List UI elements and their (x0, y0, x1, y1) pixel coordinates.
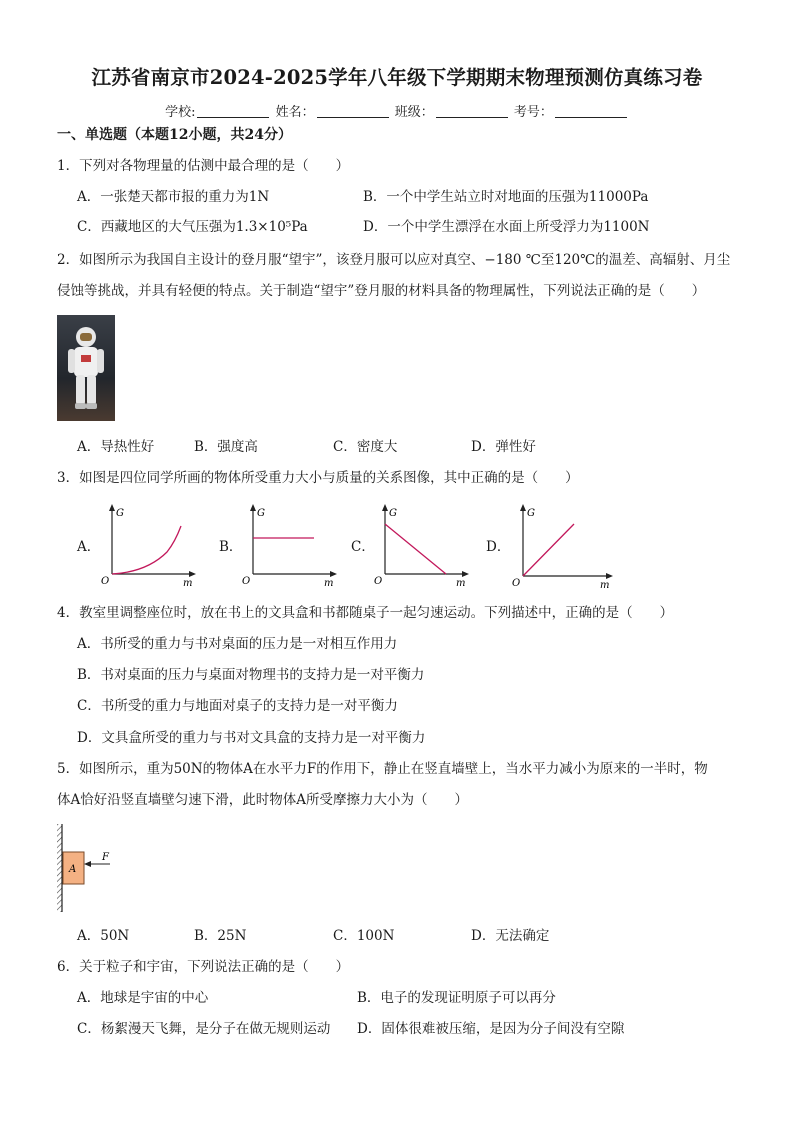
exam-no-blank[interactable] (555, 105, 627, 118)
q2-stem-line1: 2．如图所示为我国自主设计的登月服“望宇”，该登月服可以应对真空、−180 ℃至120℃的温差、高辐射、月尘 (57, 252, 731, 268)
page-title: 江苏省南京市2024-2025学年八年级下学期期末物理预测仿真练习卷 (91, 66, 703, 89)
q5-option-c[interactable]: C．100N (333, 928, 395, 944)
q1-option-b[interactable]: B．一个中学生站立时对地面的压强为11000Pa (363, 189, 649, 205)
spacesuit-photo (57, 315, 115, 421)
q4-stem: 4．教室里调整座位时，放在书上的文具盒和书都随桌子一起匀速运动。下列描述中，正确的是（ ） (57, 605, 674, 621)
q3c-line (385, 524, 446, 574)
q5-option-b[interactable]: B．25N (194, 928, 247, 944)
q6-stem: 6．关于粒子和宇宙，下列说法正确的是（ ） (57, 959, 350, 975)
q5-stem-line2: 体A恰好沿竖直墙壁匀速下滑，此时物体A所受摩擦力大小为（ ） (57, 792, 468, 808)
q3-option-c[interactable]: C． (351, 539, 375, 555)
class-blank[interactable] (436, 105, 508, 118)
q5-wall-diagram (54, 822, 124, 914)
svg-text:O: O (101, 576, 110, 586)
q6-option-a[interactable]: A．地球是宇宙的中心 (77, 990, 209, 1006)
svg-text:m: m (600, 580, 610, 588)
q2-option-a[interactable]: A．导热性好 (77, 439, 155, 455)
q3-graph-a (97, 502, 197, 586)
q3-option-a[interactable]: A． (77, 539, 101, 555)
q1-stem: 1．下列对各物理量的估测中最合理的是（ ） (57, 158, 350, 174)
wall-hatching (57, 824, 62, 912)
q3-stem: 3．如图是四位同学所画的物体所受重力大小与质量的关系图像，其中正确的是（ ） (57, 470, 579, 486)
q3-graph-c (370, 502, 470, 586)
school-blank[interactable] (197, 105, 269, 118)
q4-option-a[interactable]: A．书所受的重力与书对桌面的压力是一对相互作用力 (77, 636, 398, 652)
svg-text:O: O (242, 576, 251, 586)
svg-text:O: O (374, 576, 383, 586)
q2-option-b[interactable]: B．强度高 (194, 439, 258, 455)
q3-graph-b (238, 502, 338, 586)
exam-no-label: 考号： (513, 105, 553, 120)
name-label: 姓名： (275, 105, 315, 120)
force-f-label: F (102, 852, 109, 863)
q3-option-d[interactable]: D． (486, 539, 511, 555)
q6-option-c[interactable]: C．杨絮漫天飞舞，是分子在做无规则运动 (77, 1021, 331, 1037)
svg-text:m: m (456, 578, 466, 586)
block-a-label: A (69, 864, 77, 875)
svg-text:G: G (527, 508, 535, 519)
svg-text:m: m (183, 578, 193, 586)
school-label: 学校: (165, 105, 196, 120)
q2-stem-line2: 侵蚀等挑战，并具有轻便的特点。关于制造“望宇”登月服的材料具备的物理属性，下列说法正确的是（ ） (57, 283, 706, 299)
q4-option-b[interactable]: B．书对桌面的压力与桌面对物理书的支持力是一对平衡力 (77, 667, 425, 683)
q5-option-d[interactable]: D．无法确定 (471, 928, 550, 944)
q3-option-b[interactable]: B． (219, 539, 243, 555)
class-label: 班级： (394, 105, 434, 120)
q2-option-d[interactable]: D．弹性好 (471, 439, 536, 455)
q5-stem-line1: 5．如图所示，重为50N的物体A在水平力F的作用下，静止在竖直墙壁上，当水平力减小为原来的一半时，物 (57, 761, 708, 777)
name-blank[interactable] (317, 105, 389, 118)
q6-option-d[interactable]: D．固体很难被压缩，是因为分子间没有空隙 (357, 1021, 625, 1037)
section-heading: 一、单选题（本题12小题，共24分） (57, 127, 292, 143)
q4-option-c[interactable]: C．书所受的重力与地面对桌子的支持力是一对平衡力 (77, 698, 398, 714)
q3a-curve (112, 526, 181, 574)
q1-option-c[interactable]: C．西藏地区的大气压强为1.3×10⁵Pa (77, 219, 308, 235)
q4-option-d[interactable]: D．文具盒所受的重力与书对文具盒的支持力是一对平衡力 (77, 730, 426, 746)
svg-text:G: G (389, 508, 397, 519)
q3d-line (523, 524, 574, 576)
spacesuit-figure (57, 315, 115, 421)
q6-option-b[interactable]: B．电子的发现证明原子可以再分 (357, 990, 556, 1006)
svg-text:G: G (257, 508, 265, 519)
svg-text:m: m (324, 578, 334, 586)
q3-graph-d (508, 502, 614, 588)
q1-option-a[interactable]: A．一张楚天都市报的重力为1N (77, 189, 270, 205)
q5-option-a[interactable]: A．50N (77, 928, 130, 944)
q2-option-c[interactable]: C．密度大 (333, 439, 398, 455)
svg-text:O: O (512, 578, 521, 588)
svg-text:G: G (116, 508, 124, 519)
student-info-line (0, 101, 794, 120)
q1-option-d[interactable]: D．一个中学生漂浮在水面上所受浮力为1100N (363, 219, 650, 235)
